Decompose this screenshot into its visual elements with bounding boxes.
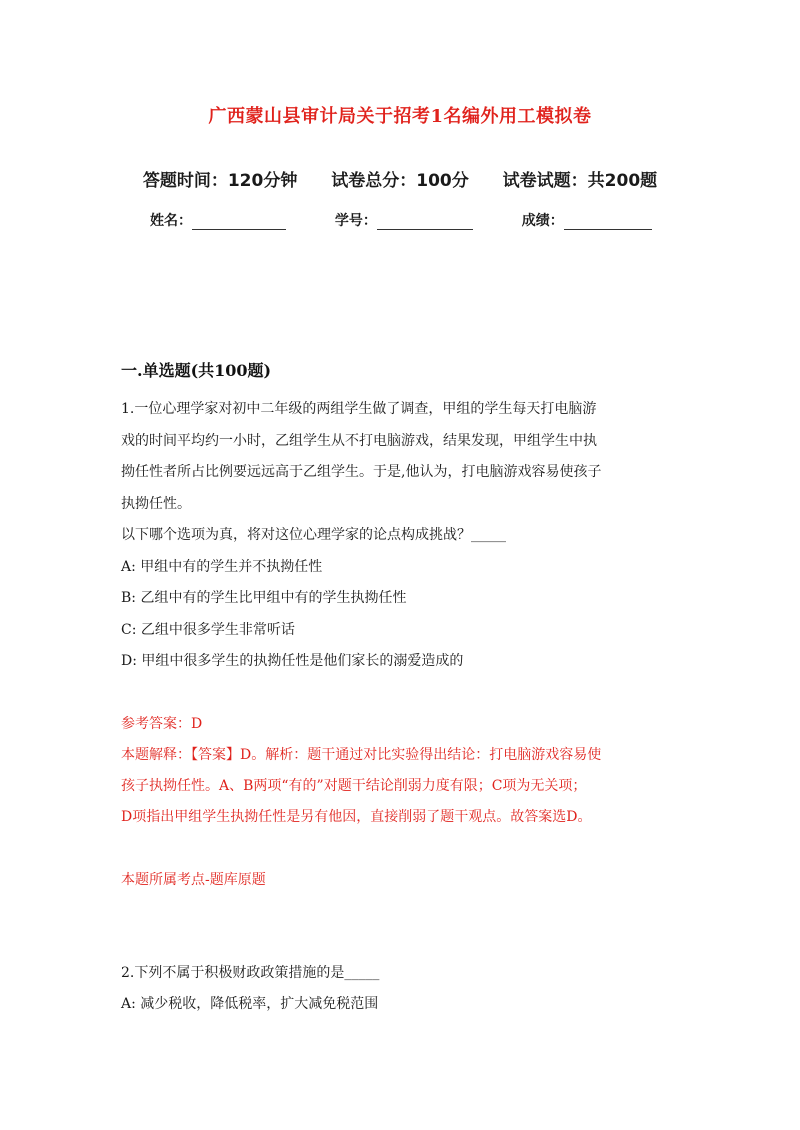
name-label: 姓名： — [150, 213, 192, 229]
score-blank[interactable] — [564, 213, 652, 230]
exam-time: 答题时间：120分钟 — [142, 171, 298, 191]
name-field — [150, 210, 286, 230]
score-label: 成绩： — [521, 213, 564, 229]
name-blank[interactable] — [192, 213, 286, 230]
q1-stem-line: 戏的时间平均约一小时，乙组学生从不打电脑游戏，结果发现，甲组学生中执 — [121, 433, 597, 449]
q1-option-b: B: 乙组中有的学生比甲组中有的学生执拗任性 — [121, 590, 407, 606]
q1-option-c: C: 乙组中很多学生非常听话 — [121, 622, 295, 638]
q1-analysis-line: 本题解释：【答案】D。解析：题干通过对比实验得出结论：打电脑游戏容易使 — [121, 747, 602, 763]
exam-question-count: 试卷试题：共200题 — [502, 171, 658, 191]
q2-stem: 2.下列不属于积极财政政策措施的是_____ — [121, 965, 380, 981]
q1-analysis-line: 孩子执拗任性。A、B两项“有的”对题干结论削弱力度有限；C项为无关项； — [121, 778, 587, 794]
id-blank[interactable] — [377, 213, 473, 230]
score-field — [522, 210, 652, 230]
q1-option-a: A: 甲组中有的学生并不执拗任性 — [121, 559, 323, 575]
q2-option-a: A: 减少税收，降低税率，扩大减免税范围 — [121, 996, 379, 1012]
q1-analysis-line: D项指出甲组学生执拗任性是另有他因，直接削弱了题干观点。故答案选D。 — [121, 809, 592, 825]
q1-prompt: 以下哪个选项为真，将对这位心理学家的论点构成挑战？_____ — [121, 527, 506, 543]
section-title: 一.单选题(共100题) — [121, 361, 272, 380]
q1-stem-line: 执拗任性。 — [121, 496, 191, 512]
exam-title: 广西蒙山县审计局关于招考1名编外用工模拟卷 — [208, 106, 592, 127]
exam-meta — [0, 166, 800, 191]
exam-total-score: 试卷总分：100分 — [331, 171, 469, 191]
q1-option-d: D: 甲组中很多学生的执拗任性是他们家长的溺爱造成的 — [121, 653, 464, 669]
id-field — [335, 210, 473, 230]
student-info — [150, 210, 652, 230]
q1-stem-line: 拗任性者所占比例要远远高于乙组学生。于是,他认为，打电脑游戏容易使孩子 — [121, 464, 602, 480]
q1-knowledge-point: 本题所属考点-题库原题 — [121, 872, 266, 888]
q1-stem-line: 1.一位心理学家对初中二年级的两组学生做了调查，甲组的学生每天打电脑游 — [121, 401, 597, 417]
q1-answer: 参考答案：D — [121, 716, 203, 732]
id-label: 学号： — [334, 213, 377, 229]
